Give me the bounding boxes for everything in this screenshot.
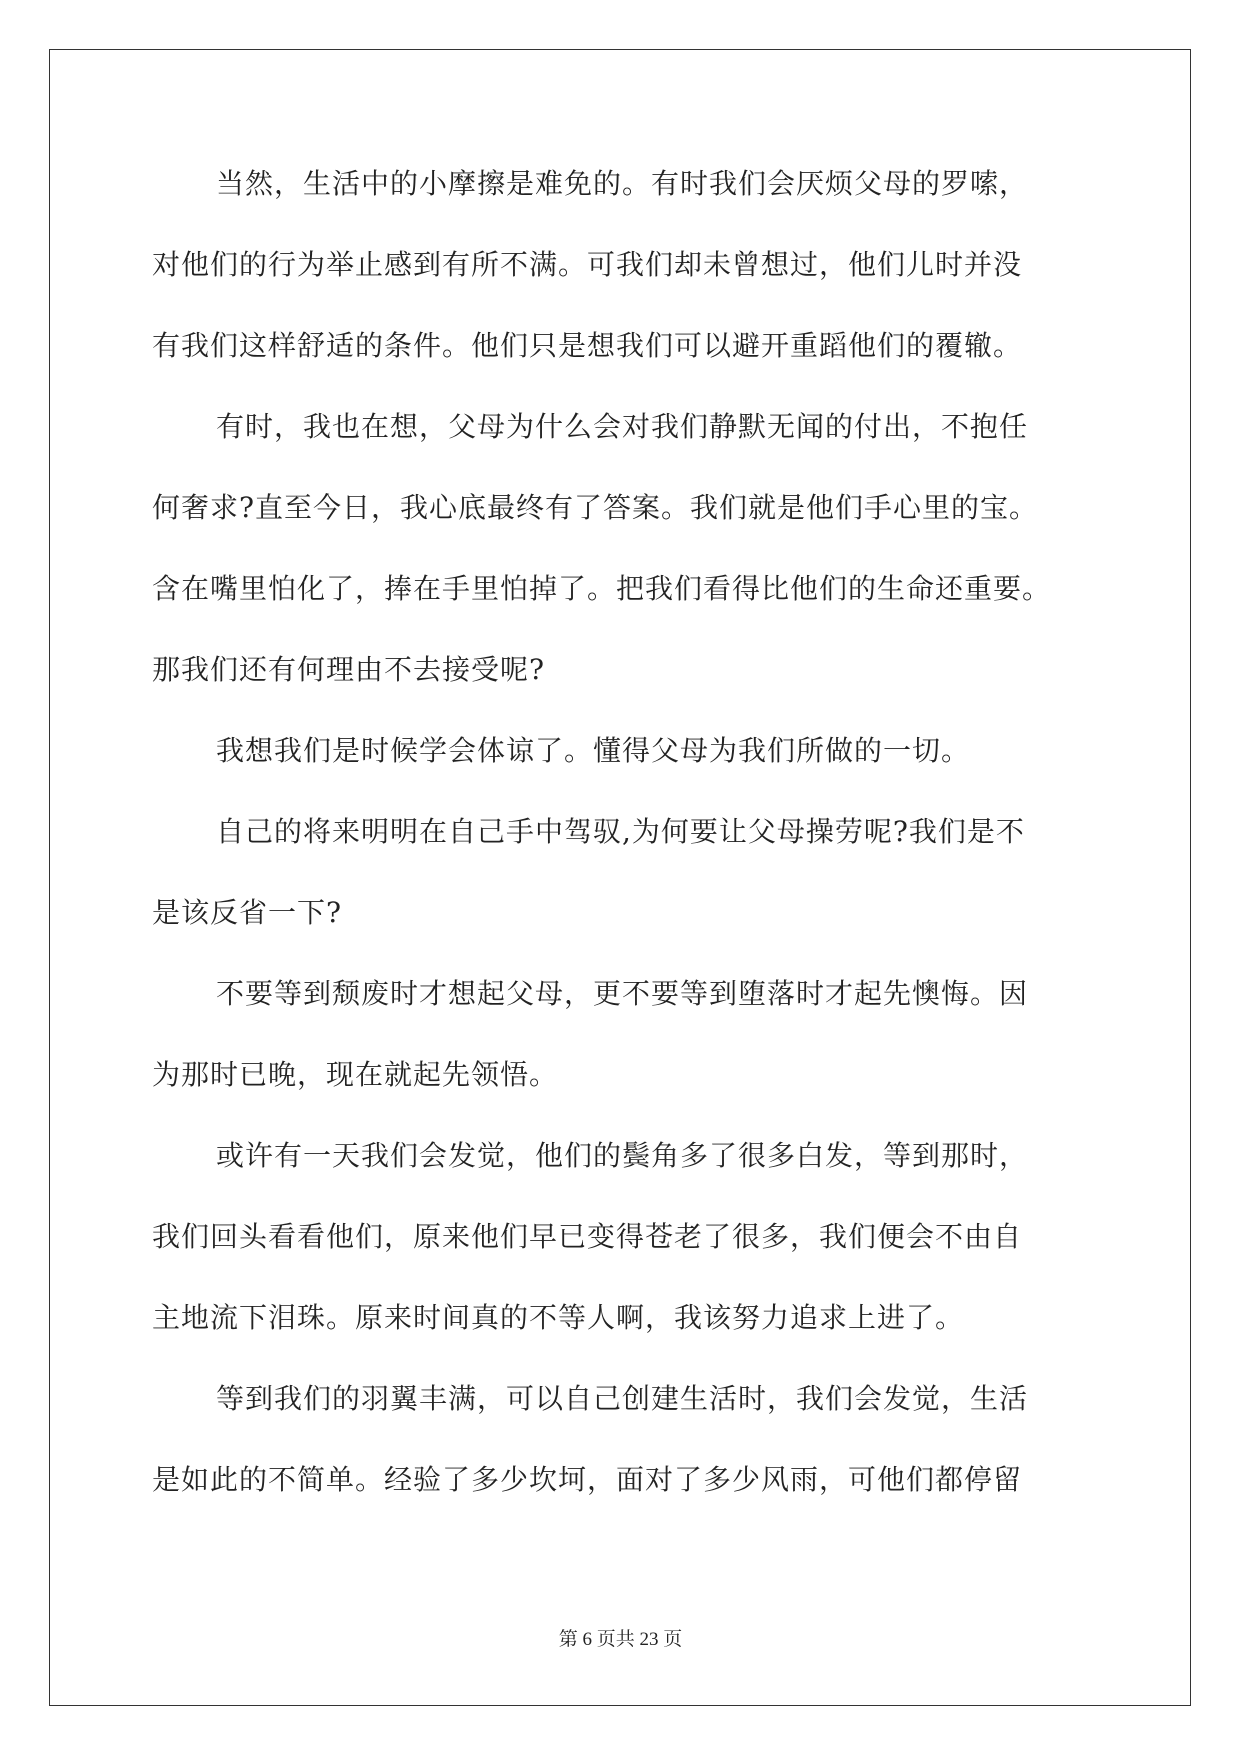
text-line: 有我们这样舒适的条件。他们只是想我们可以避开重蹈他们的覆辙。 xyxy=(152,329,1023,362)
text-line: 自己的将来明明在自己手中驾驭,为何要让父母操劳呢?我们是不 xyxy=(216,815,1025,848)
text-line: 我想我们是时候学会体谅了。懂得父母为我们所做的一切。 xyxy=(216,734,971,767)
text-line: 有时，我也在想，父母为什么会对我们静默无闻的付出，不抱任 xyxy=(216,410,1029,443)
text-line: 我们回头看看他们，原来他们早已变得苍老了很多，我们便会不由自 xyxy=(152,1220,1023,1253)
text-line: 那我们还有何理由不去接受呢? xyxy=(152,653,546,686)
page-footer xyxy=(0,1628,1241,1652)
text-line: 何奢求?直至今日，我心底最终有了答案。我们就是他们手心里的宝。 xyxy=(152,491,1039,524)
text-line: 或许有一天我们会发觉，他们的鬓角多了很多白发，等到那时， xyxy=(216,1139,1029,1172)
text-line: 含在嘴里怕化了，捧在手里怕掉了。把我们看得比他们的生命还重要。 xyxy=(152,572,1052,605)
text-line: 等到我们的羽翼丰满，可以自己创建生活时，我们会发觉，生活 xyxy=(216,1382,1029,1415)
document-body xyxy=(152,166,1087,1543)
page-number: 第 6 页 xyxy=(558,1629,616,1650)
text-line: 不要等到颓废时才想起父母，更不要等到堕落时才起先懊悔。因 xyxy=(216,977,1029,1010)
text-line: 当然，生活中的小摩擦是难免的。有时我们会厌烦父母的罗嗦， xyxy=(216,167,1029,200)
text-line: 主地流下泪珠。原来时间真的不等人啊，我该努力追求上进了。 xyxy=(152,1301,965,1334)
text-line: 为那时已晚，现在就起先领悟。 xyxy=(152,1058,559,1091)
text-line: 是如此的不简单。经验了多少坎坷，面对了多少风雨，可他们都停留 xyxy=(152,1463,1023,1496)
page-total: 共 23 页 xyxy=(615,1629,683,1650)
text-line: 对他们的行为举止感到有所不满。可我们却未曾想过，他们儿时并没 xyxy=(152,248,1023,281)
text-line: 是该反省一下? xyxy=(152,896,343,929)
